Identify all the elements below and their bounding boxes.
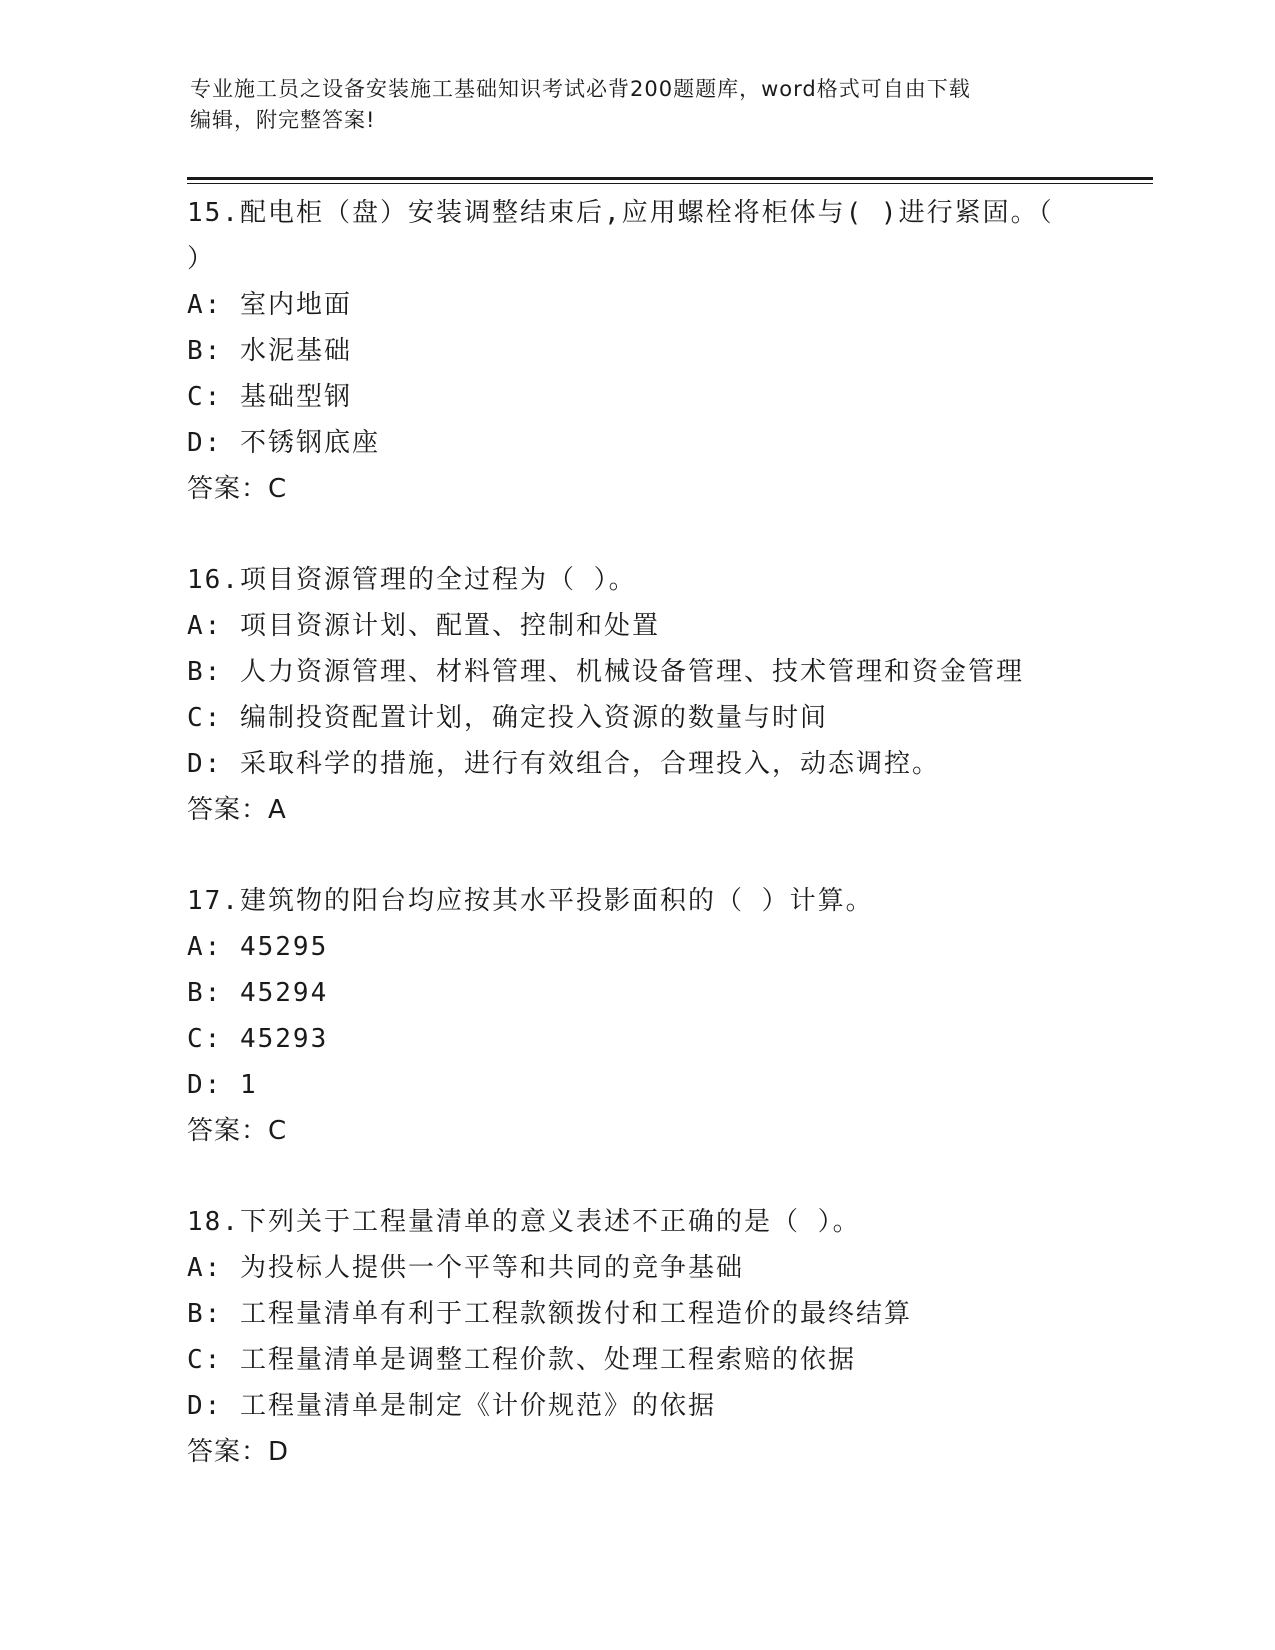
question-17 bbox=[187, 878, 1087, 1154]
option-d: D: 采取科学的措施，进行有效组合，合理投入，动态调控。 bbox=[187, 749, 940, 779]
option-b: B: 45294 bbox=[187, 978, 329, 1008]
question-stem: 17.建筑物的阳台均应按其水平投影面积的（ ）计算。 bbox=[187, 886, 874, 916]
question-list bbox=[187, 190, 1087, 1520]
answer-label: 答案：C bbox=[187, 474, 288, 504]
answer-label: 答案：D bbox=[187, 1437, 290, 1467]
header-rule-thin bbox=[187, 183, 1153, 184]
option-c: C: 工程量清单是调整工程价款、处理工程索赔的依据 bbox=[187, 1345, 856, 1375]
question-15 bbox=[187, 190, 1087, 512]
option-d: D: 1 bbox=[187, 1070, 258, 1100]
answer-label: 答案：A bbox=[187, 795, 287, 825]
option-a: A: 45295 bbox=[187, 932, 329, 962]
option-d: D: 不锈钢底座 bbox=[187, 428, 380, 458]
question-stem: 16.项目资源管理的全过程为（ ）。 bbox=[187, 565, 637, 595]
question-stem: 18.下列关于工程量清单的意义表述不正确的是（ ）。 bbox=[187, 1207, 861, 1237]
header-line-1: 专业施工员之设备安装施工基础知识考试必背200题题库，word格式可自由下载 bbox=[190, 77, 971, 101]
option-a: A: 室内地面 bbox=[187, 290, 352, 320]
option-b: B: 水泥基础 bbox=[187, 336, 352, 366]
question-stem: 15.配电柜（盘）安装调整结束后,应用螺栓将柜体与( )进行紧固。（ ） bbox=[187, 198, 1054, 274]
option-c: C: 编制投资配置计划，确定投入资源的数量与时间 bbox=[187, 703, 828, 733]
question-16 bbox=[187, 557, 1087, 833]
option-c: C: 基础型钢 bbox=[187, 382, 352, 412]
option-d: D: 工程量清单是制定《计价规范》的依据 bbox=[187, 1391, 716, 1421]
page-header bbox=[190, 74, 1090, 136]
question-18 bbox=[187, 1199, 1087, 1475]
header-line-2: 编辑，附完整答案! bbox=[190, 108, 376, 132]
option-b: B: 工程量清单有利于工程款额拨付和工程造价的最终结算 bbox=[187, 1299, 912, 1329]
header-rule-thick bbox=[187, 177, 1153, 180]
option-a: A: 项目资源计划、配置、控制和处置 bbox=[187, 611, 660, 641]
option-b: B: 人力资源管理、材料管理、机械设备管理、技术管理和资金管理 bbox=[187, 657, 1024, 687]
answer-label: 答案：C bbox=[187, 1116, 288, 1146]
option-c: C: 45293 bbox=[187, 1024, 329, 1054]
option-a: A: 为投标人提供一个平等和共同的竞争基础 bbox=[187, 1253, 744, 1283]
